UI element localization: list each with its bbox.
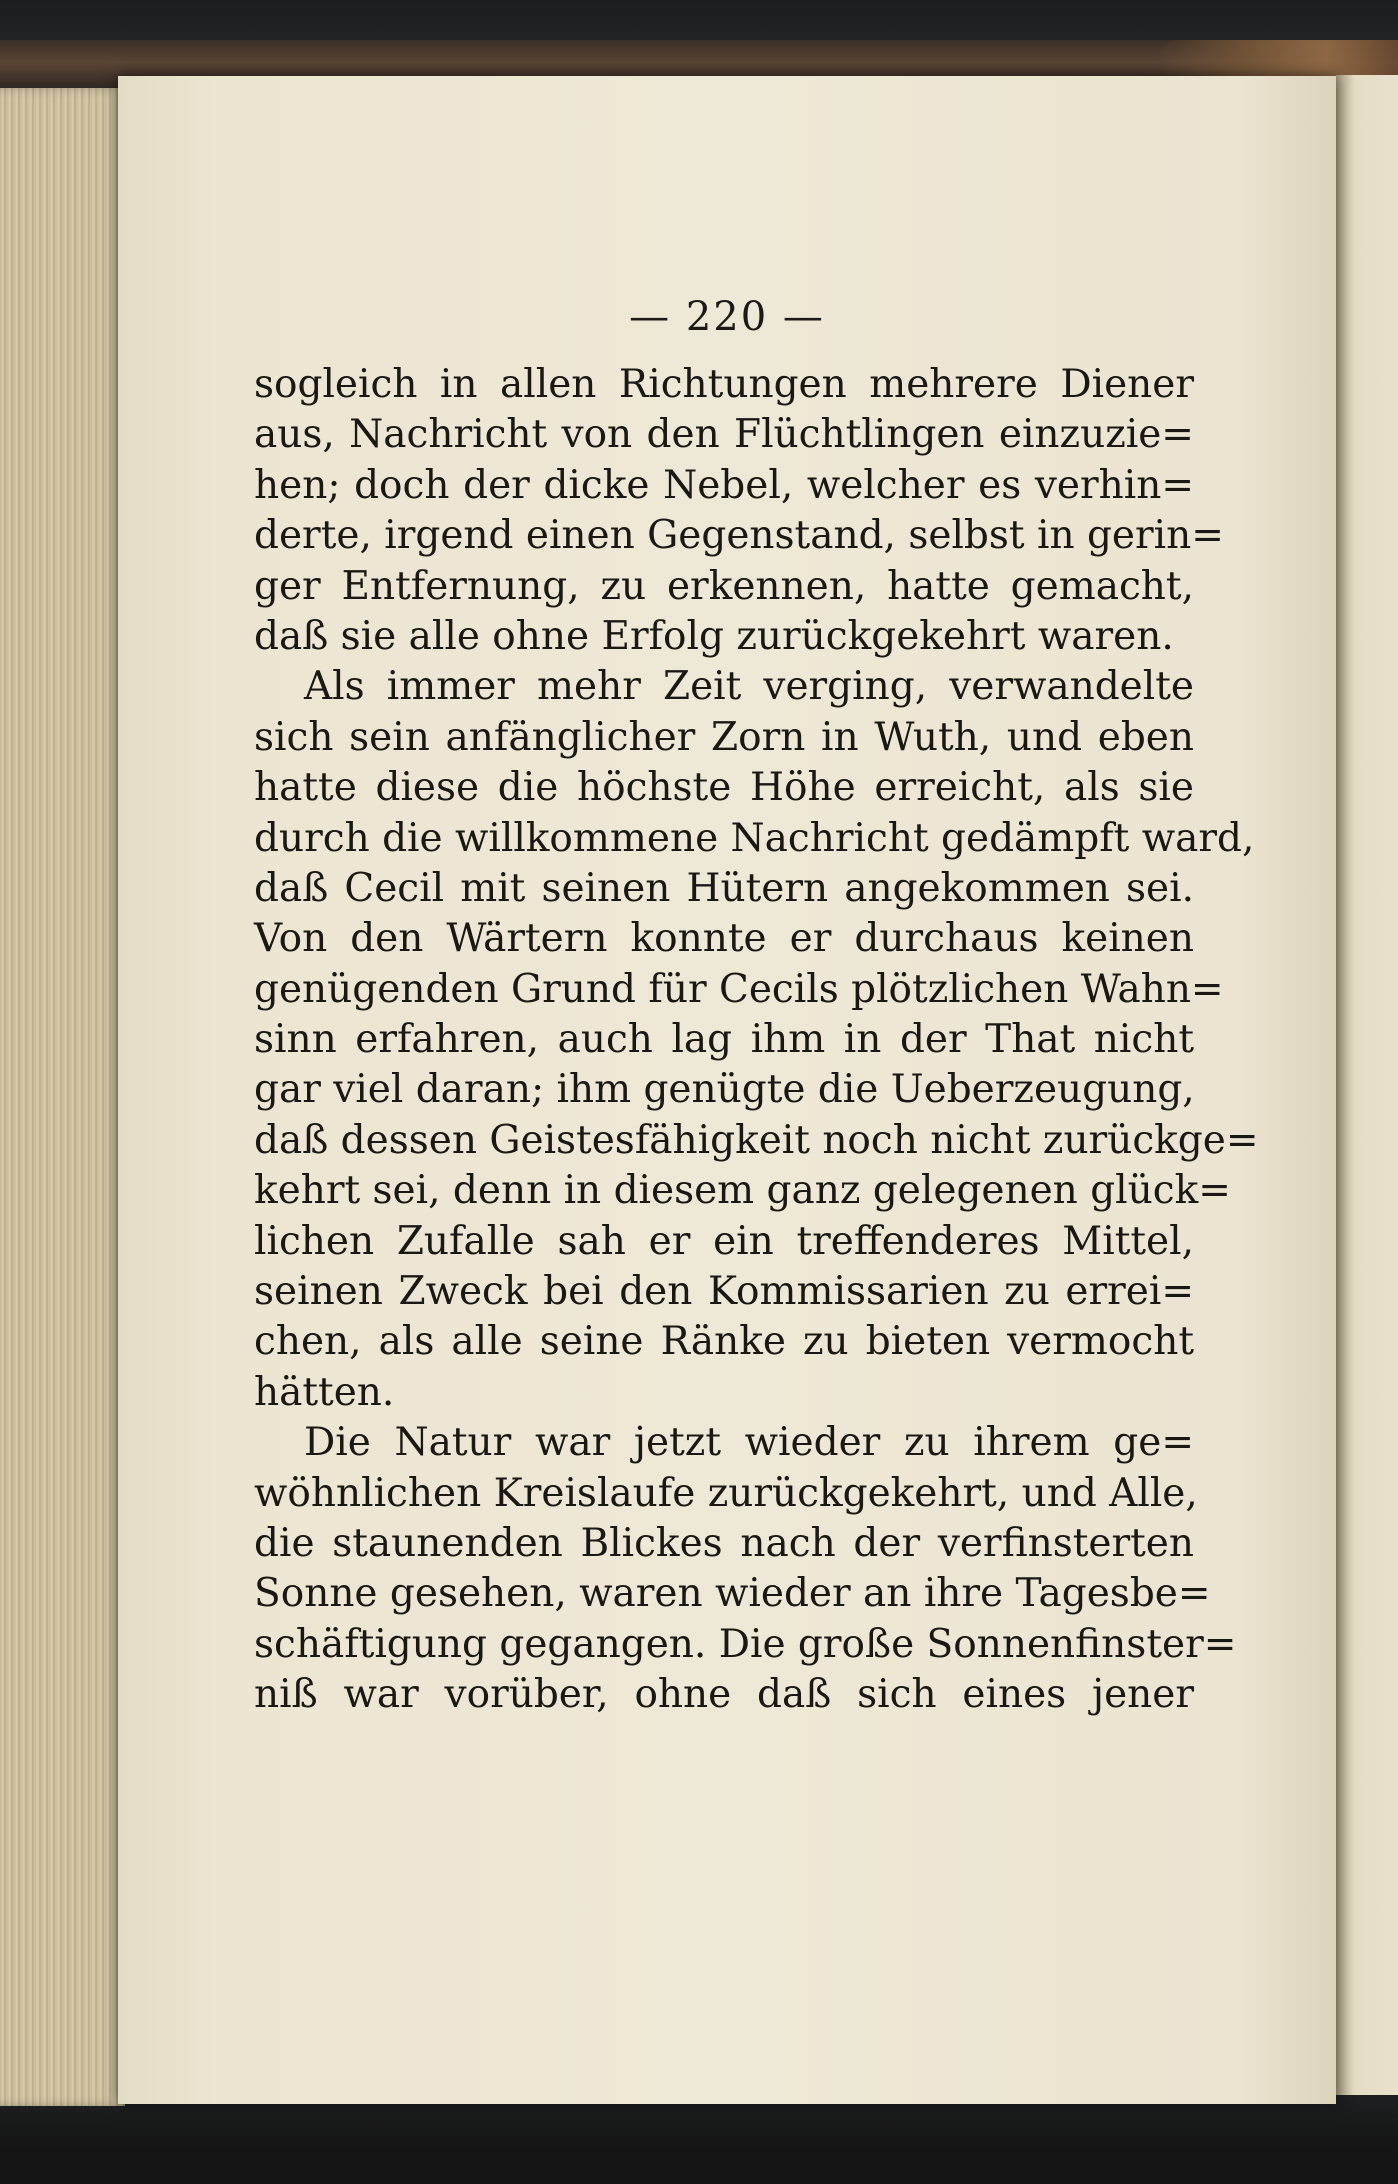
text-line: derte, irgend einen Gegenstand, selbst in gerin= <box>254 513 1224 559</box>
text-line: sogleich in allen Richtungen mehrere Diener <box>254 362 1194 407</box>
page-number: — 220 — <box>629 294 825 340</box>
text-line: Von den Wärtern konnte er durchaus keinen <box>254 916 1194 962</box>
text-line: hätten. <box>254 1369 395 1415</box>
text-line: Als immer mehr Zeit verging, verwandelte <box>304 664 1194 710</box>
text-line: Sonne gesehen, waren wieder an ihre Tagesbe= <box>254 1571 1211 1617</box>
text-line: daß dessen Geistesfähigkeit noch nicht zurückge= <box>254 1117 1259 1163</box>
text-line: seinen Zweck bei den Kommissarien zu errei= <box>254 1269 1194 1315</box>
text-line: sinn erfahren, auch lag ihm in der That nicht <box>254 1017 1194 1063</box>
text-line: die staunenden Blickes nach der verfinsterten <box>254 1520 1194 1566</box>
text-line: sich sein anfänglicher Zorn in Wuth, und eben <box>254 714 1194 760</box>
text-line: schäftigung gegangen. Die große Sonnenfinster= <box>254 1621 1237 1667</box>
text-line: genügenden Grund für Cecils plötzlichen Wahn= <box>254 966 1224 1012</box>
text-line: lichen Zufalle sah er ein treffenderes Mittel, <box>254 1218 1194 1264</box>
text-line: hen; doch der dicke Nebel, welcher es verhin= <box>254 462 1194 508</box>
next-leaf <box>1334 75 1398 2095</box>
text-line: daß sie alle ohne Erfolg zurückgekehrt waren. <box>254 613 1174 659</box>
text-line: kehrt sei, denn in diesem ganz gelegenen glück= <box>254 1168 1231 1214</box>
text-line: ger Entfernung, zu erkennen, hatte gemacht, <box>254 563 1194 609</box>
text-line: hatte diese die höchste Höhe erreicht, als sie <box>254 765 1194 811</box>
text-line: aus, Nachricht von den Flüchtlingen einzuzie= <box>254 412 1194 458</box>
text-line: durch die willkommene Nachricht gedämpft ward, <box>254 815 1255 861</box>
text-line: chen, als alle seine Ränke zu bieten vermocht <box>254 1319 1194 1365</box>
page-edges <box>0 88 125 2106</box>
text-line: niß war vorüber, ohne daß sich eines jener <box>254 1672 1194 1718</box>
text-line: wöhnlichen Kreislaufe zurückgekehrt, und Alle, <box>254 1470 1198 1516</box>
body-text <box>254 360 1259 1721</box>
text-line: Die Natur war jetzt wieder zu ihrem ge= <box>304 1420 1194 1466</box>
text-line: daß Cecil mit seinen Hütern angekommen sei. <box>254 865 1194 911</box>
text-line: gar viel daran; ihm genügte die Ueberzeugung, <box>254 1067 1195 1113</box>
bottom-shadow <box>0 2104 1398 2184</box>
